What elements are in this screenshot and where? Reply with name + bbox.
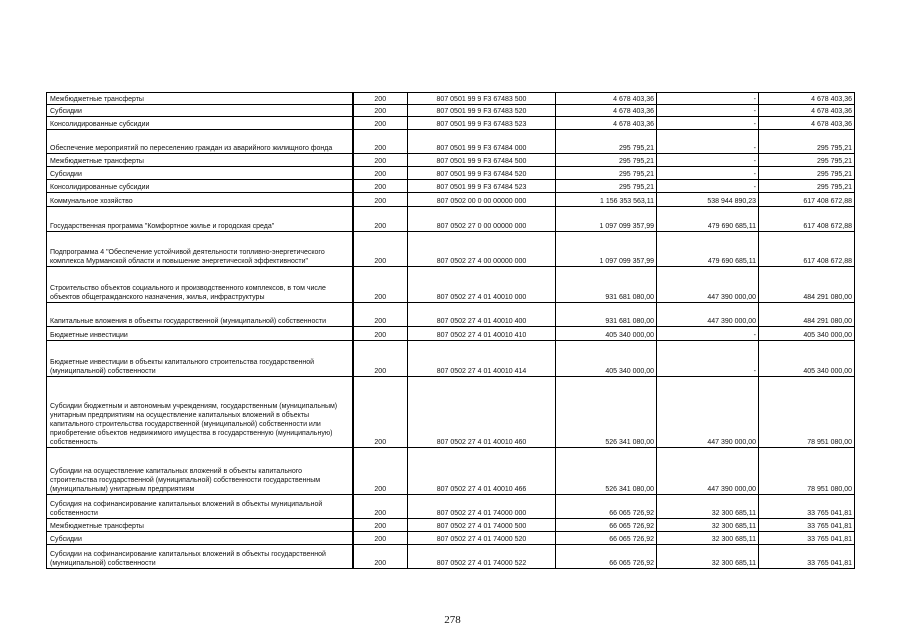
budget-execution-table	[46, 92, 855, 569]
row-name: Подпрограмма 4 "Обеспечение устойчивой деятельности топливно-энергетического комплекса Мурманской области и повышение энергетической эффективности"	[47, 232, 353, 267]
row-name: Межбюджетные трансферты	[47, 93, 353, 105]
row-name: Субсидии	[47, 532, 353, 545]
row-code: 200	[353, 448, 408, 495]
row-kbk-code: 807 0502 27 4 01 74000 520	[408, 532, 556, 545]
row-executed-amount: -	[657, 327, 759, 341]
row-code: 200	[353, 105, 408, 117]
row-executed-amount: 447 390 000,00	[657, 267, 759, 303]
row-approved-amount: 931 681 080,00	[556, 303, 657, 327]
row-code: 200	[353, 532, 408, 545]
row-executed-amount: 32 300 685,11	[657, 532, 759, 545]
row-kbk-code: 807 0502 27 4 01 74000 000	[408, 495, 556, 519]
row-kbk-code: 807 0502 27 4 01 40010 466	[408, 448, 556, 495]
row-approved-amount: 405 340 000,00	[556, 327, 657, 341]
row-kbk-code: 807 0502 27 0 00 00000 000	[408, 207, 556, 232]
table-row	[47, 232, 855, 267]
row-code: 200	[353, 207, 408, 232]
row-name: Субсидии	[47, 105, 353, 117]
row-name: Субсидия на софинансирование капитальных вложений в объекты муниципальной собственности	[47, 495, 353, 519]
row-kbk-code: 807 0501 99 9 F3 67484 000	[408, 130, 556, 154]
row-code: 200	[353, 180, 408, 193]
row-remaining-amount: 617 408 672,88	[759, 232, 855, 267]
table-row	[47, 154, 855, 167]
row-executed-amount: -	[657, 117, 759, 130]
table-row	[47, 167, 855, 180]
row-remaining-amount: 617 408 672,88	[759, 207, 855, 232]
row-remaining-amount: 33 765 041,81	[759, 532, 855, 545]
row-remaining-amount: 484 291 080,00	[759, 303, 855, 327]
row-kbk-code: 807 0502 27 4 00 00000 000	[408, 232, 556, 267]
row-executed-amount: -	[657, 167, 759, 180]
row-kbk-code: 807 0501 99 9 F3 67484 500	[408, 154, 556, 167]
row-executed-amount: 32 300 685,11	[657, 495, 759, 519]
table-row	[47, 303, 855, 327]
row-name: Субсидии бюджетным и автономным учреждениям, государственным (муниципальным) унитарным предприятиям на осуществление капитальных вложений в объекты капитального строительства государственной (муниципальной) собственности или приобретение объектов недвижимого имущества в государственную (муниципальную) собственность	[47, 377, 353, 448]
row-remaining-amount: 295 795,21	[759, 130, 855, 154]
row-code: 200	[353, 519, 408, 532]
table-row	[47, 93, 855, 105]
row-approved-amount: 295 795,21	[556, 180, 657, 193]
row-kbk-code: 807 0502 27 4 01 74000 500	[408, 519, 556, 532]
row-name: Бюджетные инвестиции в объекты капитального строительства государственной (муниципальной) собственности	[47, 341, 353, 377]
row-approved-amount: 526 341 080,00	[556, 448, 657, 495]
row-approved-amount: 1 097 099 357,99	[556, 207, 657, 232]
row-approved-amount: 1 097 099 357,99	[556, 232, 657, 267]
row-executed-amount: -	[657, 93, 759, 105]
table-row	[47, 130, 855, 154]
row-name: Межбюджетные трансферты	[47, 519, 353, 532]
row-executed-amount: 447 390 000,00	[657, 448, 759, 495]
table-row	[47, 545, 855, 569]
row-approved-amount: 66 065 726,92	[556, 532, 657, 545]
row-kbk-code: 807 0502 27 4 01 74000 522	[408, 545, 556, 569]
row-executed-amount: -	[657, 154, 759, 167]
row-remaining-amount: 295 795,21	[759, 154, 855, 167]
row-executed-amount: -	[657, 180, 759, 193]
table-row	[47, 448, 855, 495]
row-approved-amount: 66 065 726,92	[556, 495, 657, 519]
table-row	[47, 105, 855, 117]
row-remaining-amount: 4 678 403,36	[759, 117, 855, 130]
row-code: 200	[353, 495, 408, 519]
row-approved-amount: 1 156 353 563,11	[556, 193, 657, 207]
row-approved-amount: 931 681 080,00	[556, 267, 657, 303]
row-name: Государственная программа "Комфортное жилье и городская среда"	[47, 207, 353, 232]
row-remaining-amount: 617 408 672,88	[759, 193, 855, 207]
table-row	[47, 532, 855, 545]
row-remaining-amount: 33 765 041,81	[759, 495, 855, 519]
row-code: 200	[353, 545, 408, 569]
row-executed-amount: -	[657, 341, 759, 377]
row-approved-amount: 4 678 403,36	[556, 117, 657, 130]
row-approved-amount: 4 678 403,36	[556, 93, 657, 105]
table-row	[47, 267, 855, 303]
row-approved-amount: 4 678 403,36	[556, 105, 657, 117]
row-kbk-code: 807 0502 00 0 00 00000 000	[408, 193, 556, 207]
row-kbk-code: 807 0501 99 9 F3 67483 523	[408, 117, 556, 130]
table-row	[47, 495, 855, 519]
row-remaining-amount: 405 340 000,00	[759, 341, 855, 377]
row-approved-amount: 295 795,21	[556, 154, 657, 167]
row-approved-amount: 526 341 080,00	[556, 377, 657, 448]
table-row	[47, 519, 855, 532]
row-kbk-code: 807 0501 99 9 F3 67483 520	[408, 105, 556, 117]
row-approved-amount: 66 065 726,92	[556, 545, 657, 569]
page-number: 278	[444, 614, 461, 626]
row-executed-amount: -	[657, 105, 759, 117]
table-row	[47, 207, 855, 232]
row-name: Бюджетные инвестиции	[47, 327, 353, 341]
row-code: 200	[353, 377, 408, 448]
row-executed-amount: 447 390 000,00	[657, 303, 759, 327]
row-code: 200	[353, 154, 408, 167]
row-executed-amount: 32 300 685,11	[657, 545, 759, 569]
row-name: Субсидии на осуществление капитальных вложений в объекты капитального строительства государственной (муниципальной) собственности государственным (муниципальным) унитарным предприятиям	[47, 448, 353, 495]
row-name: Строительство объектов социального и производственного комплексов, в том числе объектов общегражданского назначения, жилья, инфраструктуры	[47, 267, 353, 303]
row-kbk-code: 807 0501 99 9 F3 67484 520	[408, 167, 556, 180]
row-code: 200	[353, 267, 408, 303]
row-remaining-amount: 78 951 080,00	[759, 377, 855, 448]
row-name: Капитальные вложения в объекты государственной (муниципальной) собственности	[47, 303, 353, 327]
table-body	[47, 93, 855, 569]
row-name: Консолидированные субсидии	[47, 180, 353, 193]
row-executed-amount: 479 690 685,11	[657, 232, 759, 267]
row-code: 200	[353, 93, 408, 105]
row-executed-amount: 479 690 685,11	[657, 207, 759, 232]
row-name: Консолидированные субсидии	[47, 117, 353, 130]
row-approved-amount: 295 795,21	[556, 167, 657, 180]
table-row	[47, 341, 855, 377]
row-kbk-code: 807 0502 27 4 01 40010 460	[408, 377, 556, 448]
row-remaining-amount: 78 951 080,00	[759, 448, 855, 495]
row-code: 200	[353, 193, 408, 207]
row-approved-amount: 295 795,21	[556, 130, 657, 154]
row-kbk-code: 807 0501 99 9 F3 67484 523	[408, 180, 556, 193]
row-code: 200	[353, 117, 408, 130]
row-remaining-amount: 295 795,21	[759, 180, 855, 193]
row-executed-amount: -	[657, 130, 759, 154]
row-remaining-amount: 4 678 403,36	[759, 105, 855, 117]
row-remaining-amount: 405 340 000,00	[759, 327, 855, 341]
row-remaining-amount: 295 795,21	[759, 167, 855, 180]
row-executed-amount: 447 390 000,00	[657, 377, 759, 448]
row-kbk-code: 807 0502 27 4 01 40010 414	[408, 341, 556, 377]
row-executed-amount: 32 300 685,11	[657, 519, 759, 532]
row-remaining-amount: 33 765 041,81	[759, 545, 855, 569]
row-code: 200	[353, 232, 408, 267]
table-row	[47, 377, 855, 448]
table-row	[47, 180, 855, 193]
row-remaining-amount: 4 678 403,36	[759, 93, 855, 105]
table-row	[47, 117, 855, 130]
row-code: 200	[353, 303, 408, 327]
row-remaining-amount: 484 291 080,00	[759, 267, 855, 303]
row-approved-amount: 405 340 000,00	[556, 341, 657, 377]
row-kbk-code: 807 0501 99 9 F3 67483 500	[408, 93, 556, 105]
row-code: 200	[353, 130, 408, 154]
row-code: 200	[353, 341, 408, 377]
row-approved-amount: 66 065 726,92	[556, 519, 657, 532]
row-name: Субсидии	[47, 167, 353, 180]
row-remaining-amount: 33 765 041,81	[759, 519, 855, 532]
row-name: Межбюджетные трансферты	[47, 154, 353, 167]
table-row	[47, 327, 855, 341]
row-kbk-code: 807 0502 27 4 01 40010 410	[408, 327, 556, 341]
row-name: Коммунальное хозяйство	[47, 193, 353, 207]
row-code: 200	[353, 327, 408, 341]
row-name: Субсидии на софинансирование капитальных вложений в объекты государственной (муниципальной) собственности	[47, 545, 353, 569]
row-name: Обеспечение мероприятий по переселению граждан из аварийного жилищного фонда	[47, 130, 353, 154]
table-row	[47, 193, 855, 207]
row-kbk-code: 807 0502 27 4 01 40010 000	[408, 267, 556, 303]
row-code: 200	[353, 167, 408, 180]
row-executed-amount: 538 944 890,23	[657, 193, 759, 207]
row-kbk-code: 807 0502 27 4 01 40010 400	[408, 303, 556, 327]
